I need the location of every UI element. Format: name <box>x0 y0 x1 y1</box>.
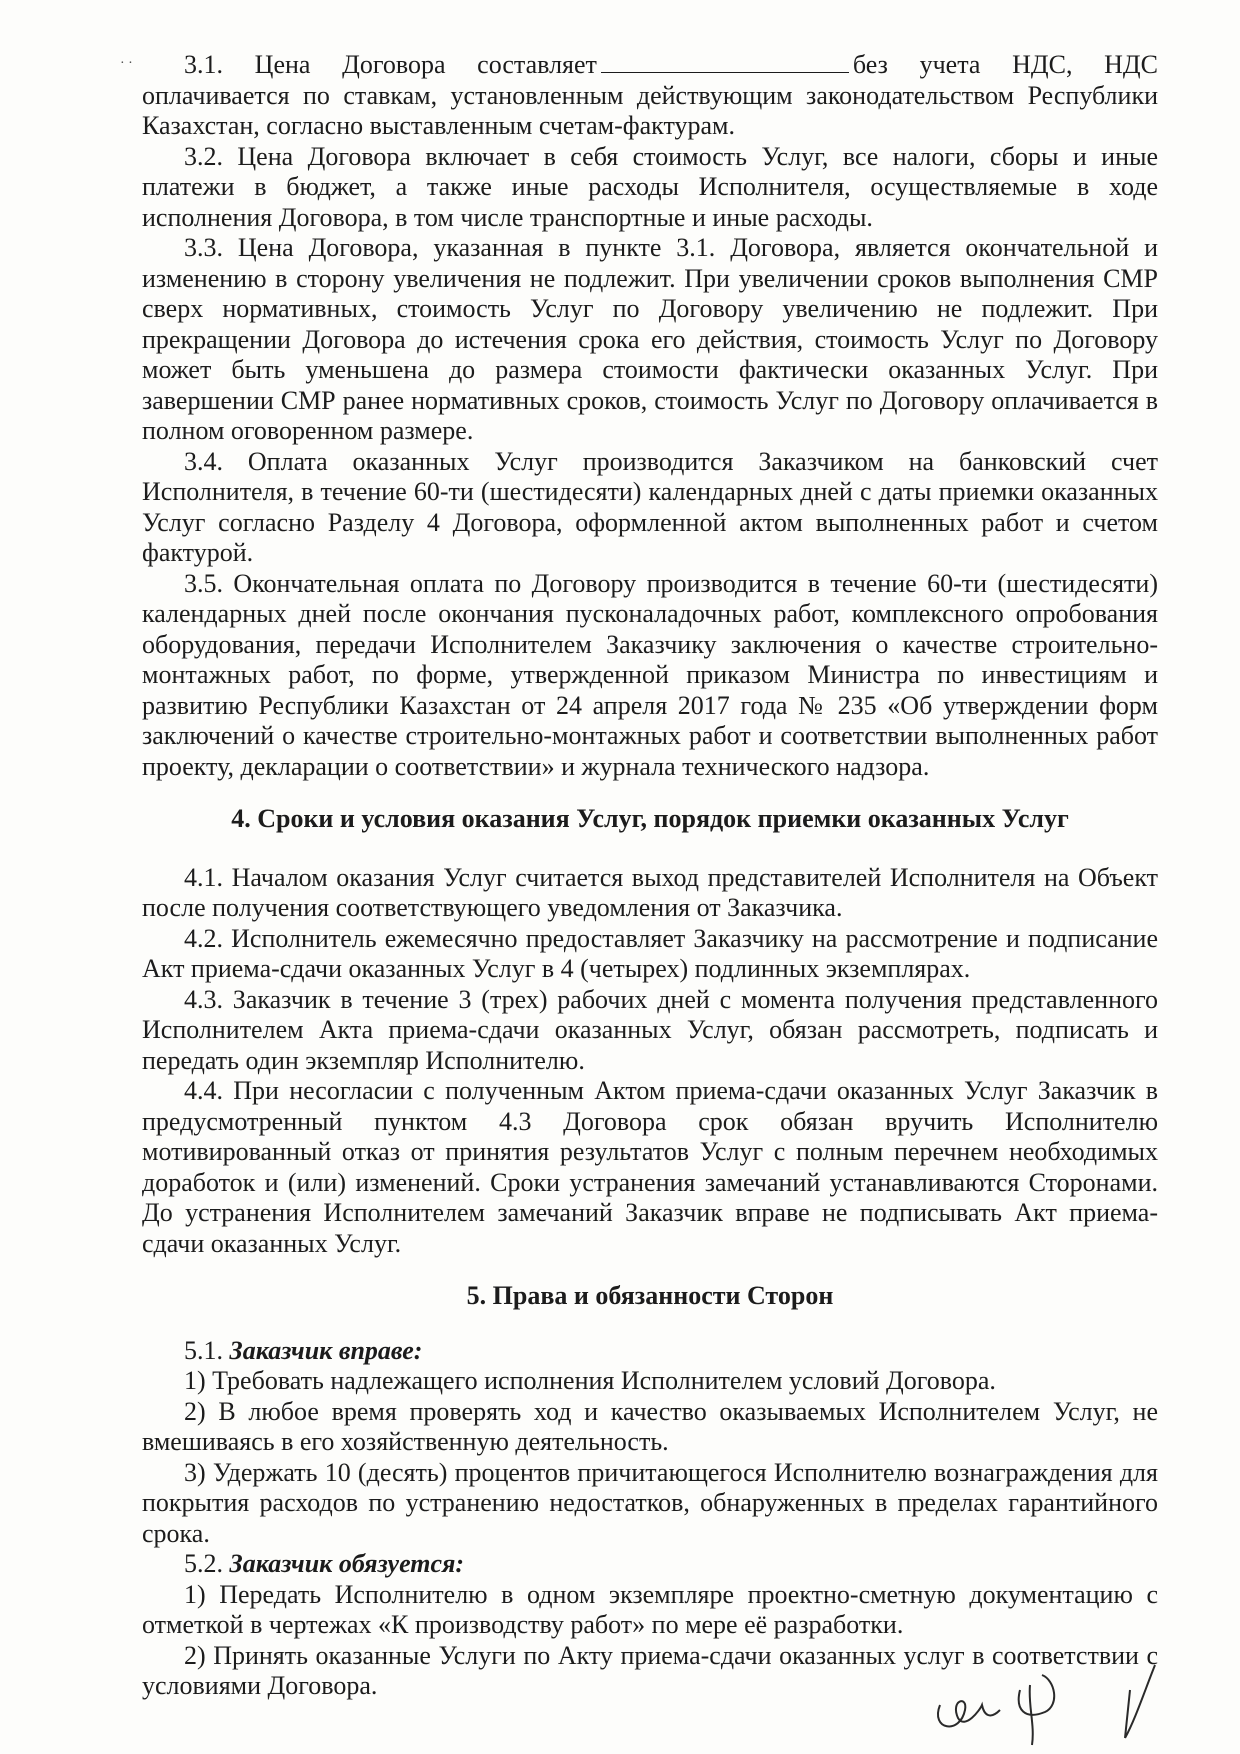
section-4-title: 4. Сроки и условия оказания Услуг, порядок приемки оказанных Услуг <box>231 804 1069 833</box>
clause-5-1-number: 5.1. <box>184 1335 223 1365</box>
clause-3-3: 3.3. Цена Договора, указанная в пункте 3.1. Договора, является окончательной и изменению в сторону увеличения не подлежит. При увеличении сроков выполнения СМР сверх нормативных, стоимость Услуг по Договору увеличению не подлежит. При прекращении Договора до истечения срока его действия, стоимость Услуг по Договору может быть уменьшена до размера стоимости фактически оказанных Услуг. При завершении СМР ранее нормативных сроков, стоимость Услуг по Договору оплачивается в полном оговоренном размере. <box>142 233 1158 445</box>
handwritten-initials-signature <box>920 1650 1180 1750</box>
clause-5-2-item-1: 1) Передать Исполнителю в одном экземпляре проектно-сметную документацию с отметкой в чертежах «К производству работ» по мере её разработки. <box>142 1579 1158 1639</box>
clause-5-1-item-3: 3) Удержать 10 (десять) процентов причитающегося Исполнителю вознаграждения для покрытия расходов по устранению недостатков, обнаруженных в пределах гарантийного срока. <box>142 1457 1158 1548</box>
clause-3-4: 3.4. Оплата оказанных Услуг производится Заказчиком на банковский счет Исполнителя, в течение 60-ти (шестидесяти) календарных дней с даты приемки оказанных Услуг согласно Разделу 4 Договора, оформленной актом выполненных работ и счетом фактурой. <box>142 446 1158 567</box>
clause-5-2-label: Заказчик обязуется: <box>229 1549 465 1578</box>
clause-5-2-item-2: 2) Принять оказанные Услуги по Акту приема-сдачи оказанных услуг в соответствии с условиями Договора. <box>142 1640 1158 1700</box>
clause-5-2-heading <box>142 1549 1158 1580</box>
clause-4-2: 4.2. Исполнитель ежемесячно предоставляет Заказчику на рассмотрение и подписание Акт приема-сдачи оказанных Услуг в 4 (четырех) подлинных экземплярах. <box>142 923 1158 983</box>
clause-3-1 <box>142 50 1158 142</box>
clause-4-1: 4.1. Началом оказания Услуг считается выход представителей Исполнителя на Объект после получения соответствующего уведомления от Заказчика. <box>142 862 1158 922</box>
clause-5-2-number: 5.2. <box>184 1549 223 1578</box>
clause-3-2: 3.2. Цена Договора включает в себя стоимость Услуг, все налоги, сборы и иные платежи в бюджет, а также иные расходы Исполнителя, осуществляемые в ходе исполнения Договора, в том числе транспортные и иные расходы. <box>142 141 1158 232</box>
price-blank-field <box>601 50 849 73</box>
clause-5-1-item-1: 1) Требовать надлежащего исполнения Исполнителем условий Договора. <box>184 1366 996 1395</box>
clause-5-1-item-2: 2) В любое время проверять ход и качество оказываемых Исполнителем Услуг, не вмешиваясь в его хозяйственную деятельность. <box>142 1396 1158 1456</box>
clause-5-1-label: Заказчик вправе: <box>229 1335 423 1365</box>
clause-4-4: 4.4. При несогласии с полученным Актом приема-сдачи оказанных Услуг Заказчик в предусмотренный пунктом 4.3 Договора срок обязан вручить Исполнителю мотивированный отказ от принятия результатов Услуг с полным перечнем необходимых доработок и (или) изменений. Сроки устранения замечаний устанавливаются Сторонами. До устранения Исполнителем замечаний Заказчик вправе не подписывать Акт приема-сдачи оказанных Услуг. <box>142 1076 1158 1258</box>
document-body <box>142 50 1158 1702</box>
clause-3-1-end: без учета НДС, НДС оплачивается по ставкам, установленным действующим законодательством Республики Казахстан, согласно выставленным счетам-фактурам. <box>142 50 1158 140</box>
clause-3-1-start: 3.1. Цена Договора составляет <box>184 50 597 79</box>
scan-marks: · · <box>120 56 133 71</box>
clause-3-5: 3.5. Окончательная оплата по Договору производится в течение 60-ти (шестидесяти) календарных дней после окончания пусконаладочных работ, комплексного опробования оборудования, передачи Исполнителем Заказчику заключения о качестве строительно-монтажных работ, по форме, утвержденной приказом Министра по инвестициям и развитию Республики Казахстан от 24 апреля 2017 года № 235 «Об утверждении форм заключений о качестве строительно-монтажных работ и соответствии выполненных работ проекту, декларации о соответствии» и журнала технического надзора. <box>142 568 1158 781</box>
clause-5-1-heading <box>142 1336 1158 1367</box>
section-5-title: 5. Права и обязанности Сторон <box>466 1281 834 1310</box>
clause-4-3: 4.3. Заказчик в течение 3 (трех) рабочих дней с момента получения представленного Исполнителем Акта приема-сдачи оказанных Услуг, обязан рассмотреть, подписать и передать один экземпляр Исполнителю. <box>142 984 1158 1075</box>
